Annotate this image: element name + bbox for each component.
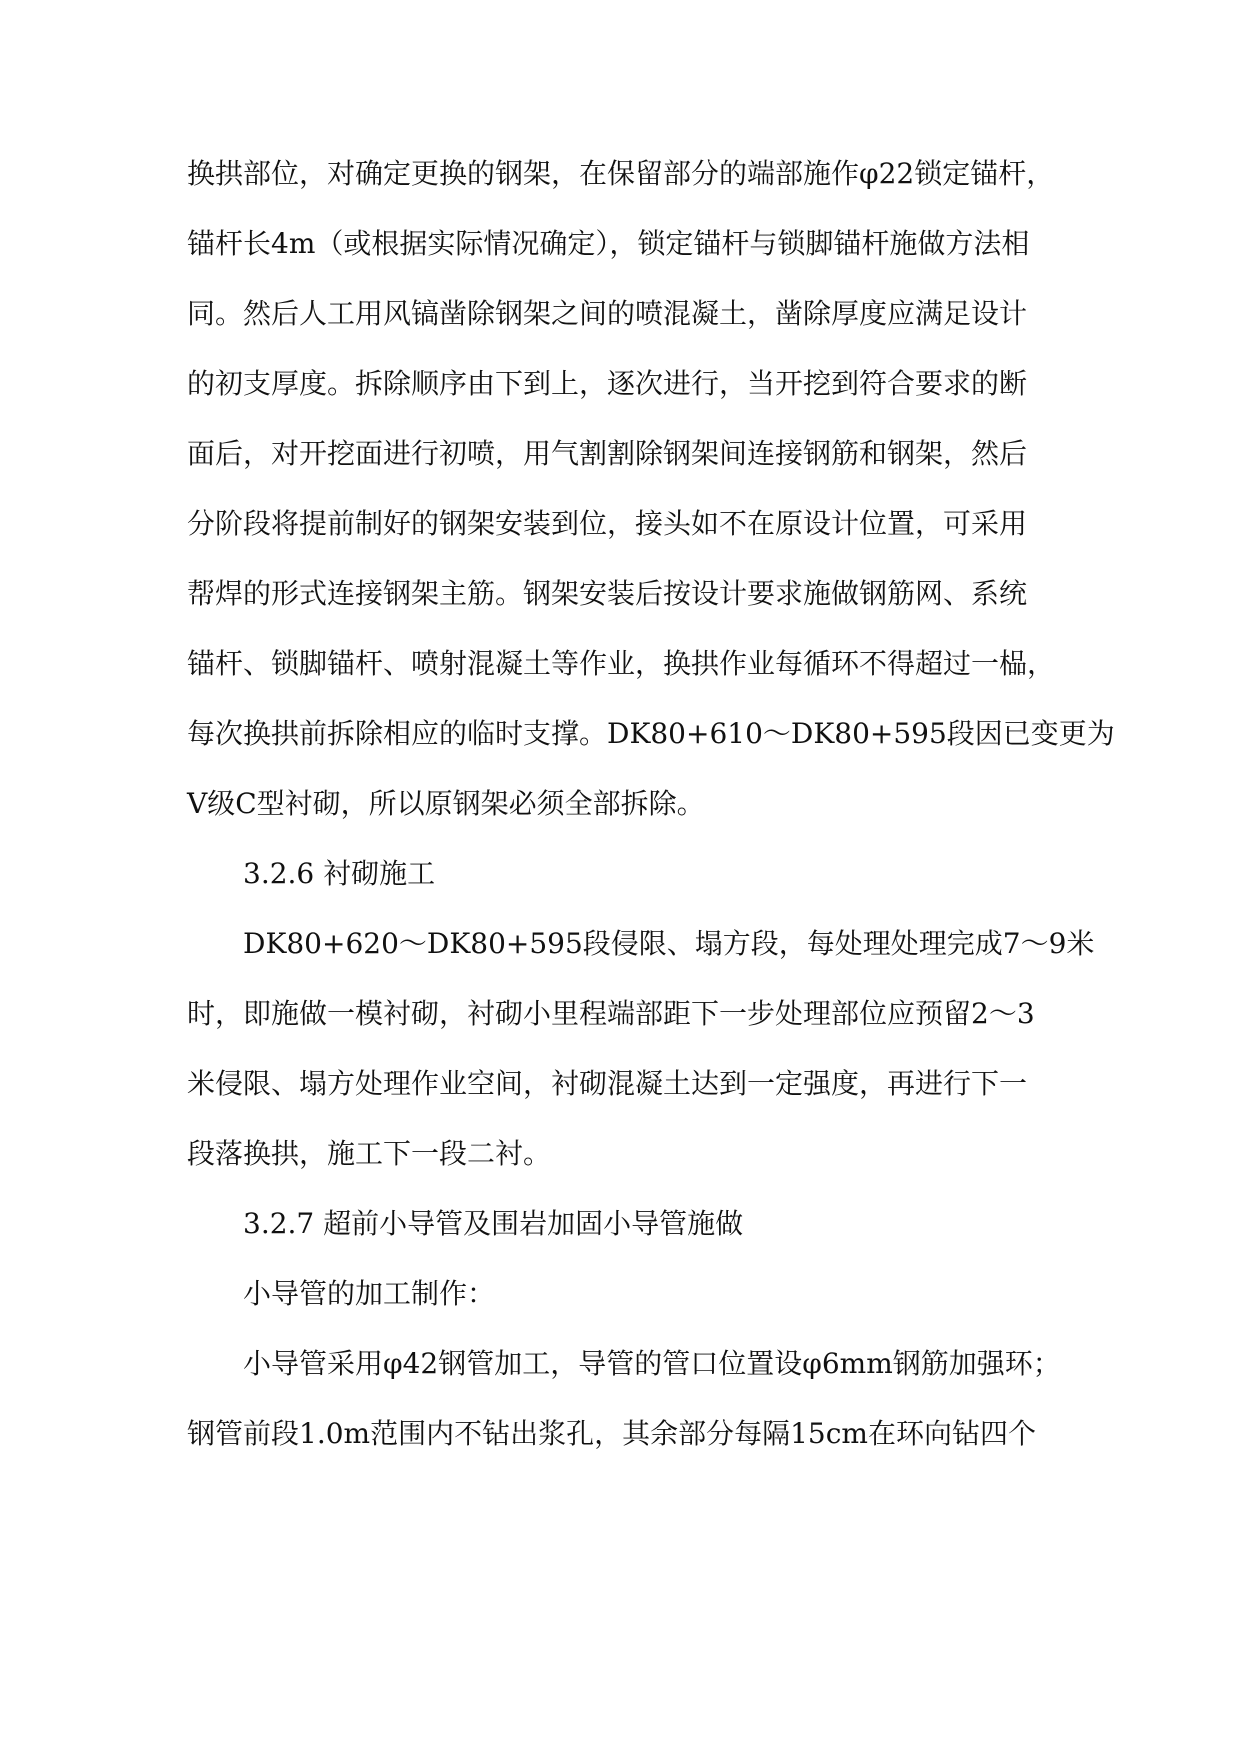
paragraph-line: 帮焊的形式连接钢架主筋。钢架安装后按设计要求施做钢筋网、系统 xyxy=(187,577,1028,610)
paragraph-line: 面后，对开挖面进行初喷，用气割割除钢架间连接钢筋和钢架，然后 xyxy=(187,437,1028,470)
paragraph-line: 分阶段将提前制好的钢架安装到位，接头如不在原设计位置，可采用 xyxy=(187,507,1028,540)
paragraph-line: 换拱部位，对确定更换的钢架，在保留部分的端部施作φ22锁定锚杆， xyxy=(187,157,1055,190)
paragraph-line: 钢管前段1.0m范围内不钻出浆孔，其余部分每隔15cm在环向钻四个 xyxy=(187,1417,1036,1450)
paragraph-line: 的初支厚度。拆除顺序由下到上，逐次进行，当开挖到符合要求的断 xyxy=(187,367,1028,400)
paragraph-line: 米侵限、塌方处理作业空间，衬砌混凝土达到一定强度，再进行下一 xyxy=(187,1067,1028,1100)
section-heading-3-2-7: 3.2.7 超前小导管及围岩加固小导管施做 xyxy=(243,1207,744,1240)
paragraph-line: 每次换拱前拆除相应的临时支撑。DK80+610～DK80+595段因已变更为 xyxy=(187,717,1115,750)
paragraph-line: 锚杆长4m（或根据实际情况确定），锁定锚杆与锁脚锚杆施做方法相 xyxy=(187,227,1030,260)
paragraph-line: 同。然后人工用风镐凿除钢架之间的喷混凝土，凿除厚度应满足设计 xyxy=(187,297,1028,330)
paragraph-line: Ⅴ级C型衬砌，所以原钢架必须全部拆除。 xyxy=(187,787,705,820)
paragraph-line: 时，即施做一模衬砌，衬砌小里程端部距下一步处理部位应预留2～3 xyxy=(187,997,1035,1030)
section-heading-3-2-6: 3.2.6 衬砌施工 xyxy=(243,857,436,890)
subheading-fabrication: 小导管的加工制作： xyxy=(243,1277,496,1310)
paragraph-line: 段落换拱，施工下一段二衬。 xyxy=(187,1137,552,1170)
paragraph-line: 锚杆、锁脚锚杆、喷射混凝土等作业，换拱作业每循环不得超过一榀， xyxy=(187,647,1056,680)
paragraph-line: DK80+620～DK80+595段侵限、塌方段，每处理处理完成7～9米 xyxy=(243,927,1095,960)
paragraph-line: 小导管采用φ42钢管加工，导管的管口位置设φ6mm钢筋加强环； xyxy=(243,1347,1061,1380)
